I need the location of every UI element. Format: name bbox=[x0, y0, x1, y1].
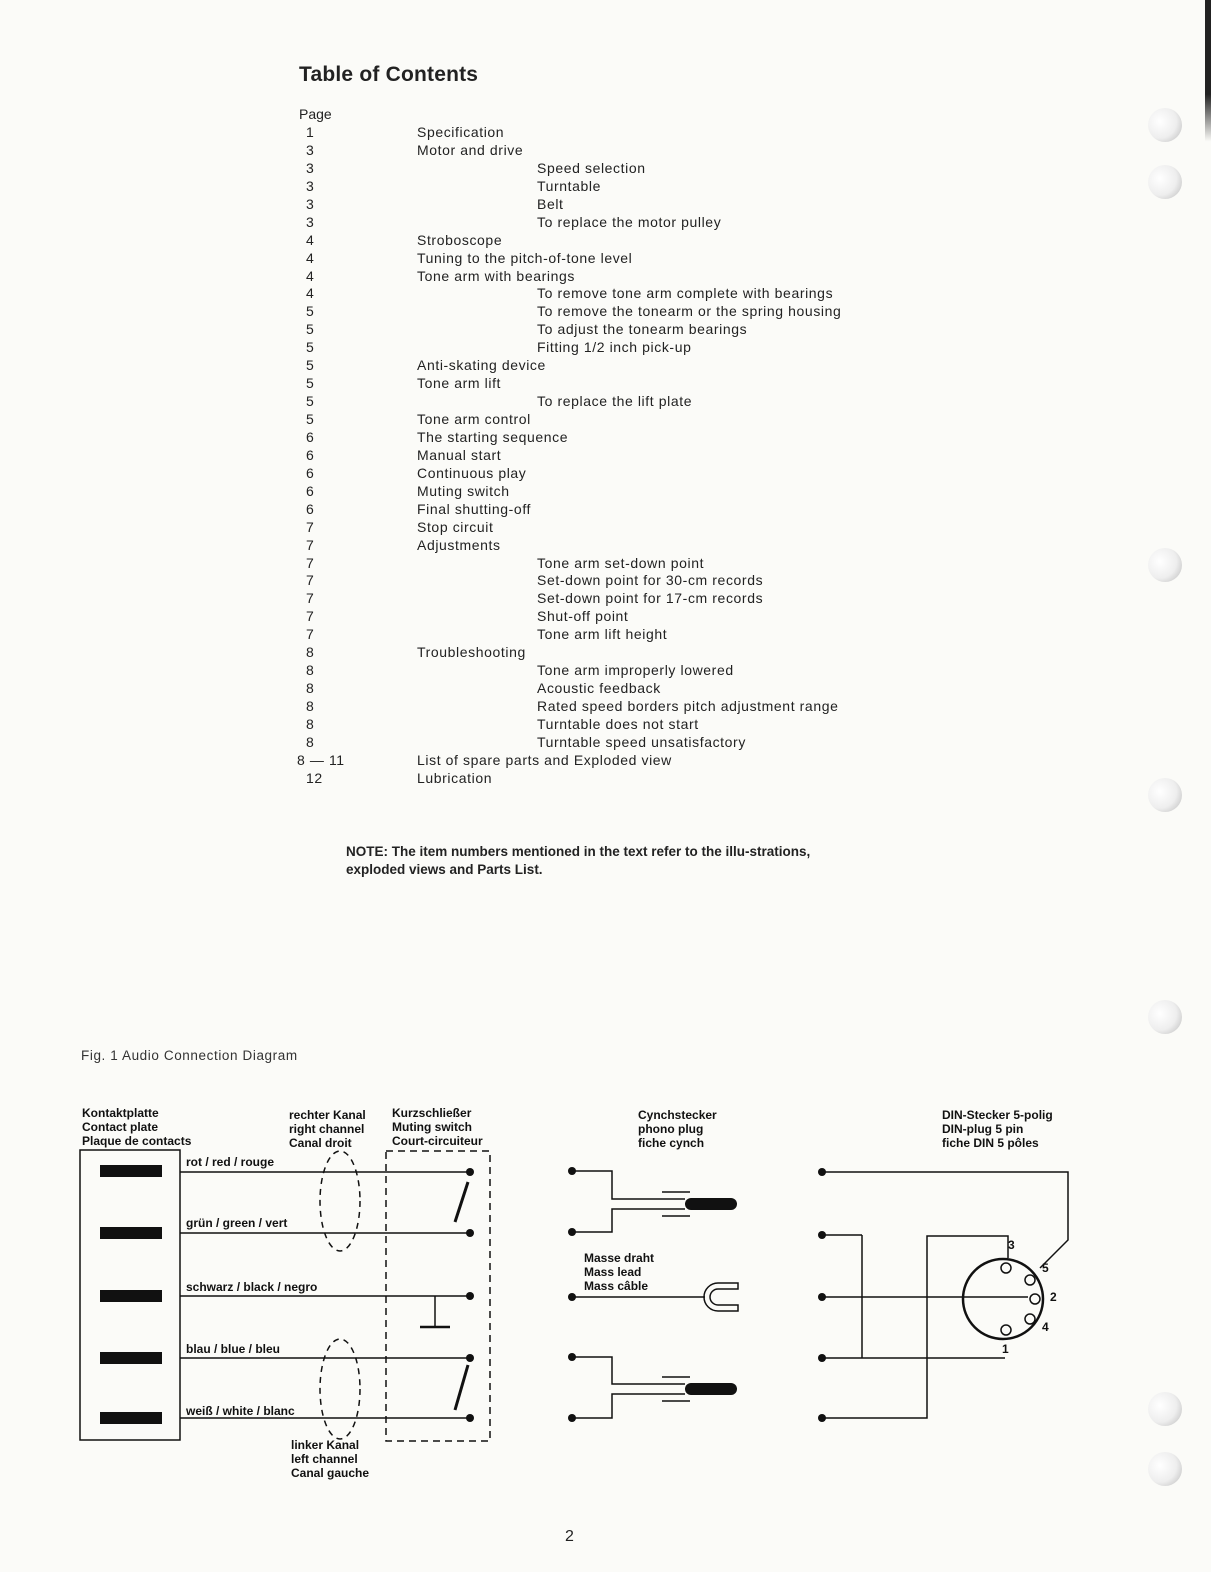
toc-entry-title: Stop circuit bbox=[417, 518, 494, 535]
toc-entry-title: Turntable does not start bbox=[537, 715, 699, 732]
binder-hole-1 bbox=[1148, 108, 1182, 142]
toc-entry-page: 8 bbox=[306, 644, 315, 661]
toc-entry-page: 5 bbox=[306, 375, 315, 392]
toc-entry-page: 6 bbox=[306, 446, 315, 463]
toc-entry-page: 4 bbox=[306, 249, 315, 266]
contact-pad-5 bbox=[100, 1412, 162, 1424]
toc-entry-title: Tone arm control bbox=[417, 411, 531, 427]
toc-entry-page: 3 bbox=[306, 141, 315, 158]
toc-entry-title: Tone arm lift bbox=[417, 375, 502, 392]
toc-entry-title: Acoustic feedback bbox=[537, 680, 661, 697]
toc-entry-title: Tone arm with bearings bbox=[417, 267, 575, 284]
wire-label-black: schwarz / black / negro bbox=[186, 1280, 318, 1294]
toc-entry-page: 5 bbox=[306, 339, 315, 356]
figure-caption: Fig. 1 Audio Connection Diagram bbox=[81, 1048, 298, 1063]
din-pin-4: 4 bbox=[1042, 1320, 1049, 1334]
toc-entry-title: Belt bbox=[537, 195, 564, 212]
toc-entry-title: Tuning to the pitch-of-tone level bbox=[417, 249, 633, 266]
toc-entry-page: 7 bbox=[306, 572, 315, 589]
toc-page-header: Page bbox=[299, 106, 332, 122]
binder-hole-5 bbox=[1148, 1000, 1182, 1034]
toc-entry-page: 6 bbox=[306, 500, 315, 517]
toc-entry-title: Speed selection bbox=[537, 159, 646, 176]
toc-entry-page: 3 bbox=[306, 159, 315, 176]
din-pin-2: 2 bbox=[1050, 1290, 1057, 1304]
toc-entry-page: 8 bbox=[306, 733, 315, 750]
toc-entry-title: Tone arm set-down point bbox=[537, 554, 705, 571]
wire-label-blue: blau / blue / bleu bbox=[186, 1342, 281, 1356]
toc-entry-page: 12 bbox=[306, 769, 323, 786]
toc-entry-page: 7 bbox=[306, 626, 315, 643]
din-plug-label: DIN-Stecker 5-polig DIN-plug 5 pin fiche DIN 5 pôles bbox=[942, 1108, 1053, 1150]
contact-pad-2 bbox=[100, 1227, 162, 1239]
toc-entry-title: Set-down point for 30-cm records bbox=[537, 572, 764, 589]
toc-entry-page: 7 bbox=[306, 518, 315, 535]
toc-entry-title: Turntable speed unsatisfactory bbox=[537, 733, 746, 750]
wire-label-red: rot / red / rouge bbox=[186, 1155, 275, 1169]
toc-entry-page: 5 bbox=[306, 393, 315, 410]
binder-hole-4 bbox=[1148, 778, 1182, 812]
toc-entry-title: Specification bbox=[417, 124, 505, 140]
toc-entry-title: List of spare parts and Exploded view bbox=[417, 751, 672, 768]
toc-entry-page: 6 bbox=[306, 428, 315, 445]
toc-entry-title: Fitting 1/2 inch pick-up bbox=[537, 339, 692, 356]
toc-entry-title: Tone arm lift height bbox=[537, 626, 668, 643]
contact-pad-4 bbox=[100, 1352, 162, 1364]
toc-entry-title: To remove tone arm complete with bearings bbox=[537, 285, 834, 302]
binder-hole-2 bbox=[1148, 165, 1182, 199]
wire-label-white: weiß / white / blanc bbox=[186, 1404, 295, 1418]
toc-entry-title: To replace the motor pulley bbox=[537, 213, 722, 230]
toc-entry-page: 3 bbox=[306, 195, 315, 212]
contact-plate-label: Kontaktplatte Contact plate Plaque de contacts bbox=[82, 1106, 192, 1148]
toc-entry-page: 3 bbox=[306, 213, 315, 230]
toc-entry-page: 5 bbox=[306, 357, 315, 374]
toc-entry-title: Motor and drive bbox=[417, 141, 524, 158]
toc-entry-page: 8 — 11 bbox=[297, 751, 345, 768]
toc-entry-page: 5 bbox=[306, 303, 315, 320]
toc-entry-page: 5 bbox=[306, 321, 315, 338]
toc-entry-page: 7 bbox=[306, 536, 315, 553]
toc-entry-page: 6 bbox=[306, 464, 315, 481]
contact-pad-1 bbox=[100, 1165, 162, 1177]
toc-entry-title: Troubleshooting bbox=[417, 644, 526, 661]
toc-entry-page: 8 bbox=[306, 698, 315, 714]
toc-entry-title: The starting sequence bbox=[417, 428, 569, 445]
toc-entry-page: 3 bbox=[306, 177, 315, 194]
din-pin-5: 5 bbox=[1042, 1261, 1049, 1275]
toc-entry-page: 7 bbox=[306, 608, 315, 625]
note-text: NOTE: The item numbers mentioned in the text refer to the illu-strations, exploded views and Parts List. bbox=[346, 844, 811, 877]
toc-entry-page: 8 bbox=[306, 680, 315, 697]
muting-switch-label: Kurzschließer Muting switch Court-circuiteur bbox=[392, 1106, 483, 1148]
binder-hole-3 bbox=[1148, 548, 1182, 582]
din-pin-3: 3 bbox=[1008, 1238, 1015, 1252]
toc-entry-page: 4 bbox=[306, 267, 315, 284]
toc-entry-title: Muting switch bbox=[417, 482, 510, 499]
toc-entry-title: Continuous play bbox=[417, 464, 527, 481]
toc-entry-page: 8 bbox=[306, 662, 315, 679]
toc-entry-title: To replace the lift plate bbox=[537, 393, 693, 410]
toc-entry-title: Turntable bbox=[537, 177, 602, 194]
toc-entry-title: Tone arm improperly lowered bbox=[537, 662, 734, 679]
toc-entry-page: 8 bbox=[306, 715, 315, 732]
toc-entry-page: 4 bbox=[306, 285, 315, 302]
phono-plug-top bbox=[685, 1198, 737, 1210]
toc-title: Table of Contents bbox=[299, 63, 479, 86]
toc-entry-title: Adjustments bbox=[417, 536, 501, 553]
toc-entry-title: Set-down point for 17-cm records bbox=[537, 590, 764, 607]
toc-entry-title: Stroboscope bbox=[417, 231, 503, 248]
page-number: 2 bbox=[565, 1528, 574, 1545]
toc-entry-title: Lubrication bbox=[417, 769, 493, 786]
contact-pad-3 bbox=[100, 1290, 162, 1302]
toc-entry-page: 5 bbox=[306, 411, 315, 427]
toc-entry-title: Rated speed borders pitch adjustment range bbox=[537, 698, 839, 714]
right-channel-label: rechter Kanal right channel Canal droit bbox=[289, 1108, 366, 1150]
toc-entry-title: Anti-skating device bbox=[417, 357, 546, 374]
toc-entry-title: Manual start bbox=[417, 446, 502, 463]
toc-entry-page: 4 bbox=[306, 231, 315, 248]
toc-entry-title: To remove the tonearm or the spring housing bbox=[537, 303, 842, 320]
toc-entry-page: 7 bbox=[306, 590, 315, 607]
toc-entry-title: Shut-off point bbox=[537, 608, 629, 625]
binder-hole-7 bbox=[1148, 1452, 1182, 1486]
toc-entry-title: Final shutting-off bbox=[417, 500, 532, 517]
phono-plug-bottom bbox=[685, 1383, 737, 1395]
toc-entry-page: 1 bbox=[306, 124, 315, 140]
binder-hole-6 bbox=[1148, 1392, 1182, 1426]
din-pin-1: 1 bbox=[1002, 1342, 1009, 1356]
toc-entry-title: To adjust the tonearm bearings bbox=[537, 321, 748, 338]
left-channel-label: linker Kanal left channel Canal gauche bbox=[291, 1438, 370, 1480]
wire-label-green: grün / green / vert bbox=[186, 1216, 288, 1230]
mass-cable-label: Masse draht Mass lead Mass câble bbox=[584, 1251, 655, 1293]
toc-entry-page: 7 bbox=[306, 554, 315, 571]
toc-entry-page: 6 bbox=[306, 482, 315, 499]
phono-plug-label: Cynchstecker phono plug fiche cynch bbox=[638, 1108, 717, 1150]
